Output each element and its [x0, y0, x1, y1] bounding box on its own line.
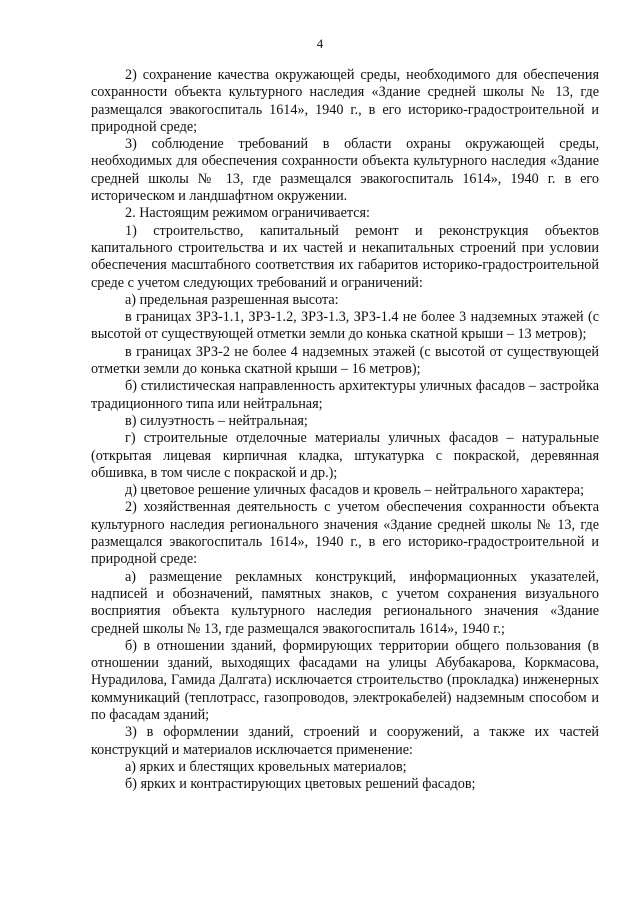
- paragraph-regime-restrictions: 2. Настоящим режимом ограничивается:: [125, 205, 371, 222]
- paragraph-architecture-style: б) стилистическая направленность архитектуры уличных фасадов – застройка традиционного типа или нейтральная;: [91, 378, 599, 412]
- page-number: 4: [316, 36, 324, 51]
- paragraph-max-height: а) предельная разрешенная высота:: [125, 291, 339, 308]
- paragraph-finishing-materials: г) строительные отделочные материалы уличных фасадов – натуральные (открытая лицевая кирпичная кладка, штукатурка с покраской, деревянная обшивка, в том числе с покраской и др.);: [91, 430, 599, 481]
- paragraph-economic-activity: 2) хозяйственная деятельность с учетом обеспечения сохранности объекта культурного наследия регионального значения «Здание средней школы № 13, где размещался эвакогоспиталь 1614», 1940 г., в его историко-градостроительной и природной среде:: [91, 499, 599, 568]
- paragraph-silhouette: в) силуэтность – нейтральная;: [125, 412, 308, 429]
- paragraph-color-solution: д) цветовое решение уличных фасадов и кровель – нейтрального характера;: [125, 482, 585, 499]
- paragraph-facade-colors: б) ярких и контрастирующих цветовых решений фасадов;: [125, 776, 476, 793]
- paragraph-zrz-2: в границах ЗРЗ-2 не более 4 надземных этажей (с высотой от существующей отметки земли до конька скатной крыши – 16 метров);: [91, 343, 599, 378]
- paragraph-utilities: б) в отношении зданий, формирующих территории общего пользования (в отношении зданий, выходящих фасадами на улицы Абубакарова, Коркмасова, Нурадилова, Гамида Далгата) исключается строительство (прокладка) инженерных коммуникаций (теплотрасс, газопроводов, электрокабелей) надземным способом и по фасадам зданий;: [91, 637, 599, 723]
- paragraph-roofing-materials: а) ярких и блестящих кровельных материалов;: [125, 758, 407, 775]
- paragraph-building-design: 3) в оформлении зданий, строений и сооружений, а также их частей конструкций и материалов исключается применение:: [91, 724, 599, 758]
- paragraph-advertising: а) размещение рекламных конструкций, информационных указателей, надписей и обозначений, памятных знаков, с учетом сохранения визуального восприятия объекта культурного наследия регионального значения «Здание средней школы № 13, где размещался эвакогоспиталь 1614», 1940 г.;: [91, 568, 599, 637]
- paragraph-environment-requirements: 3) соблюдение требований в области охраны окружающей среды, необходимых для обеспечения сохранности объекта культурного наследия «Здание средней школы № 13, где размещался эвакогоспиталь 1614», 1940 г. в его историческом и ландшафтном окружении.: [91, 136, 599, 205]
- paragraph-environment-quality: 2) сохранение качества окружающей среды, необходимого для обеспечения сохранности объекта культурного наследия «Здание средней школы № 13, где размещался эвакогоспиталь 1614», 1940 г., в его историко-градостроительной и природной среде;: [91, 67, 599, 135]
- paragraph-construction: 1) строительство, капитальный ремонт и реконструкция объектов капитального строительства и их частей и некапитальных строений при условии обеспечения масштабного соответствия их габаритов историко-градостроительной среде с учетом следующих требований и ограничений:: [91, 222, 599, 291]
- paragraph-zrz-1: в границах ЗРЗ-1.1, ЗРЗ-1.2, ЗРЗ-1.3, ЗРЗ-1.4 не более 3 надземных этажей (с высотой от существующей отметки земли до конька скатной крыши – 13 метров);: [91, 309, 599, 343]
- document-body: [91, 67, 599, 793]
